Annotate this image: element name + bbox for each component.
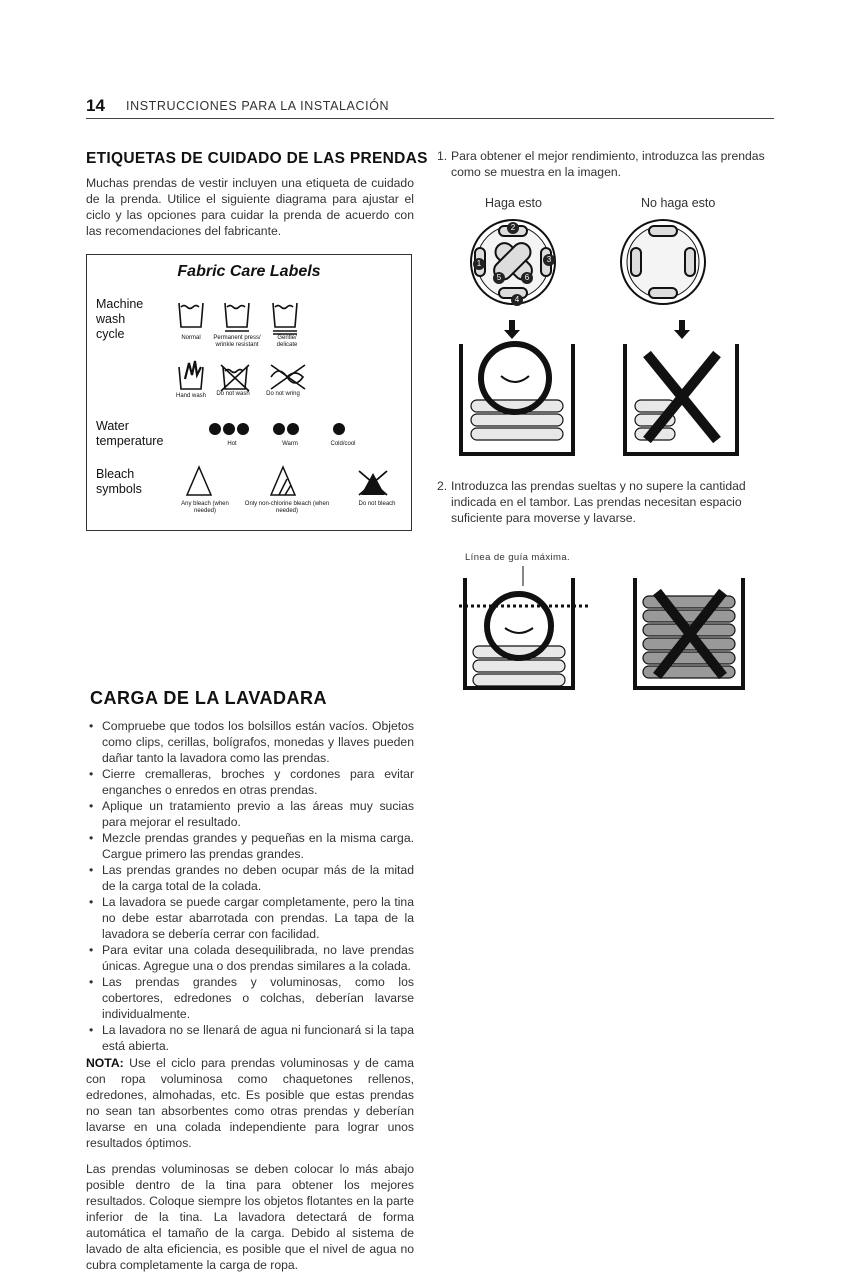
bleach-non-chlorine: Only non-chlorine bleach (when needed): [244, 501, 330, 514]
max-line-caption: Línea de guía máxima.: [465, 552, 571, 563]
water-label: Water temperature: [96, 419, 164, 448]
symbol-hand-wash: Hand wash: [175, 393, 207, 399]
figure-title: Fabric Care Labels: [177, 263, 321, 280]
symbol-do-not-wash: Do not wash: [216, 391, 250, 397]
temp-hot: Hot: [227, 441, 237, 447]
list-item: • Aplique un tratamiento previo a las áreas muy sucias para mejorar el resultado.: [86, 798, 414, 830]
load-heading: CARGA DE LA LAVADARA: [90, 688, 327, 708]
symbol-permanent-press: Permanent press/ wrinkle resistant: [213, 335, 261, 348]
left-column: [86, 150, 428, 1272]
max-line-figure: [457, 566, 777, 706]
fabric-care-figure: [86, 254, 412, 531]
order-marker: 2: [507, 222, 519, 234]
closing-paragraph: Las prendas voluminosas se deben colocar lo más abajo posible dentro de la tina para obtener los mejores resultados. Coloque siempre los objetos flotantes en la parte inferior de la tina. La lavadora detectará de forma automática el tamaño de la carga. Debido al sistema de lavado de alta eficiencia, es posible que el nivel de agua no cubra completamente la carga de ropa.: [86, 1162, 414, 1272]
list-item: • Mezcle prendas grandes y pequeñas en la misma carga. Cargue primero las prendas grandes.: [86, 830, 414, 862]
symbol-gentle: Gentle/ delicate: [276, 335, 298, 348]
load-tubs-figure: [457, 318, 777, 468]
symbol-normal: Normal: [181, 335, 201, 341]
nota-text: Use el ciclo para prendas voluminosas y de cama con ropa voluminosa como chaquetones rellenos, edredones, almohadas, etc. Es posible que estas prendas no sean tan absorbentes como otras prendas y deberían lavarse en una colada independiente para lograr unos resultados óptimos.: [86, 1056, 414, 1150]
list-item: • La lavadora se puede cargar completamente, pero la tina no debe estar abarrotada con prendas. La tapa de la lavadora se debería cerrar con facilidad.: [86, 894, 414, 942]
right-column: [437, 148, 777, 563]
nota-paragraph: [86, 1055, 414, 1151]
caption-do: Haga esto: [485, 196, 542, 210]
step-number: 1.: [437, 149, 448, 163]
bleach-icons: [183, 463, 403, 499]
step-1: [437, 148, 777, 180]
order-marker: 1: [473, 258, 485, 270]
nota-label: NOTA:: [86, 1056, 124, 1070]
list-item: • Compruebe que todos los bolsillos están vacíos. Objetos como clips, cerillas, bolígrafos, monedas y llaves pueden dañar tanto la lavadora como las prendas.: [86, 718, 414, 766]
section-title: INSTRUCCIONES PARA LA INSTALACIÓN: [126, 99, 390, 113]
order-marker: 6: [521, 272, 533, 284]
care-labels-heading: ETIQUETAS DE CUIDADO DE LAS PRENDAS: [86, 150, 428, 167]
step-number: 2.: [437, 479, 448, 493]
machine-label: Machine wash cycle: [96, 297, 144, 341]
step-text: Introduzca las prendas sueltas y no supere la cantidad indicada en el tambor. Las prendas necesitan espacio suficiente para moverse y lavarse.: [451, 479, 746, 525]
order-marker: 4: [511, 294, 523, 306]
hand-wash-icons: [171, 359, 311, 395]
page-header: [86, 96, 774, 119]
list-item: • La lavadora no se llenará de agua ni funcionará si la tapa está abierta.: [86, 1022, 414, 1054]
bleach-label: Bleach symbols: [96, 467, 142, 496]
temperature-dots: [207, 421, 357, 439]
caption-dont: No haga esto: [641, 196, 716, 210]
list-item: • Las prendas grandes no deben ocupar más de la mitad de la carga total de la colada.: [86, 862, 414, 894]
temp-cold: Cold/cool: [330, 441, 356, 447]
bleach-do-not: Do not bleach: [358, 501, 396, 507]
bleach-any: Any bleach (when needed): [181, 501, 229, 514]
page-number: 14: [86, 96, 105, 115]
order-marker: 5: [493, 272, 505, 284]
symbol-do-not-wring: Do not wring: [266, 391, 300, 397]
step-2: [437, 478, 791, 526]
order-marker: 3: [543, 254, 555, 266]
load-bullet-list: [86, 718, 414, 1054]
load-instructions: [86, 718, 414, 1273]
step-text: Para obtener el mejor rendimiento, introduzca las prendas como se muestra en la imagen.: [451, 149, 765, 179]
list-item: • Las prendas grandes y voluminosas, como los cobertores, edredones o colchas, deberían lavarse individualmente.: [86, 974, 414, 1022]
care-intro: Muchas prendas de vestir incluyen una etiqueta de cuidado de la prenda. Utilice el siguiente diagrama para ajustar el ciclo y las opciones para cuidar la prenda de acuerdo con las recomendaciones del fabricante.: [86, 176, 414, 238]
temp-warm: Warm: [282, 441, 298, 447]
list-item: • Para evitar una colada desequilibrada, no lave prendas únicas. Agregue una o dos prendas similares a la colada.: [86, 942, 414, 974]
list-item: • Cierre cremalleras, broches y cordones para evitar enganches o enredos en otras prendas.: [86, 766, 414, 798]
